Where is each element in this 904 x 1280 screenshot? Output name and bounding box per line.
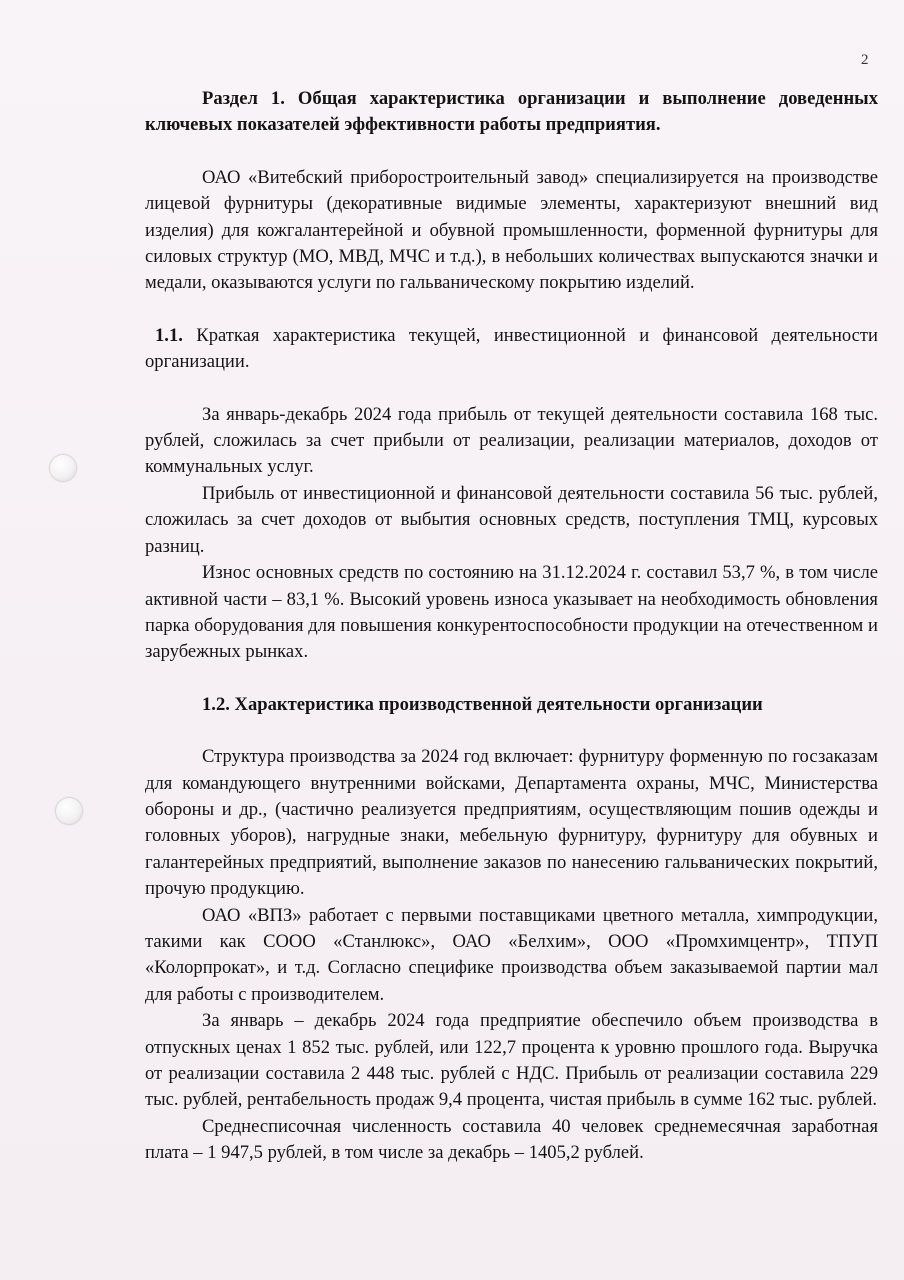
- punch-hole-top: [50, 455, 76, 481]
- paragraph-1-2-suppliers: ОАО «ВПЗ» работает с первыми поставщиками цветного металла, химпродукции, такими как СООО «Станлюкс», ОАО «Белхим», ООО «Промхимцентр», ТПУП «Колорпрокат», и т.д. Согласно специфике производства объем заказываемой партии мал для работы с производителем.: [145, 904, 878, 1005]
- paragraph-1-2-production: За январь – декабрь 2024 года предприятие обеспечило объем производства в отпускных ценах 1 852 тыс. рублей, или 122,7 процента к уровню прошлого года. Выручка от реализации составила 2 448 тыс. рублей с НДС. Прибыль от реализации составила 229 тыс. рублей, рентабельность продаж 9,4 процента, чистая прибыль в сумме 162 тыс. рублей.: [145, 1010, 878, 1111]
- subsection-1-1-heading: [145, 323, 878, 376]
- subsection-1-1-title: Краткая характеристика текущей, инвестиционной и финансовой деятельности организации.: [145, 324, 879, 373]
- subsection-1-2-heading: 1.2. Характеристика производственной деятельности организации: [202, 693, 763, 715]
- paragraph-1-2-structure: Структура производства за 2024 год включает: фурнитуру форменную по госзаказам для командующего внутренними войсками, Департамента охраны, МЧС, Министерства обороны и др., (частично реализуется предприятиям, осуществляющим пошив одежды и головных уборов), нагрудные знаки, мебельную фурнитуру, фурнитуру для обувных и галантерейных предприятий, выполнение заказов по нанесению гальванических покрытий, прочую продукцию.: [145, 746, 878, 900]
- punch-hole-bottom: [56, 798, 82, 824]
- paragraph-1-2-staff: Среднесписочная численность составила 40 человек среднемесячная заработная плата – 1 947,5 рублей, в том числе за декабрь – 1405,2 рублей.: [145, 1115, 878, 1164]
- intro-paragraph: ОАО «Витебский приборостроительный завод» специализируется на производстве лицевой фурнитуры (декоративные видимые элементы, характеризуют внешний вид изделия) для кожгалантерейной и обувной промышленности, форменной фурнитуры для силовых структур (МО, МВД, МЧС и т.д.), в небольших количествах выпускаются значки и медали, оказываются услуги по гальваническому покрытию изделий.: [145, 166, 878, 294]
- paragraph-1-1-profit: За январь-декабрь 2024 года прибыль от текущей деятельности составила 168 тыс. рублей, сложилась за счет прибыли от реализации, реализации материалов, доходов от коммунальных услуг.: [145, 403, 878, 478]
- paragraph-1-1-investment: Прибыль от инвестиционной и финансовой деятельности составила 56 тыс. рублей, сложилась за счет доходов от выбытия основных средств, поступления ТМЦ, курсовых разниц.: [145, 482, 878, 557]
- subsection-1-1-number: 1.1.: [155, 324, 183, 346]
- document-body: [145, 86, 878, 1167]
- paragraph-1-1-depreciation: Износ основных средств по состоянию на 31.12.2024 г. составил 53,7 %, в том числе активной части – 83,1 %. Высокий уровень износа указывает на необходимость обновления парка оборудования для повышения конкурентоспособности продукции на отечественном и зарубежных рынках.: [145, 562, 878, 663]
- page-number: 2: [861, 52, 869, 68]
- section-title: Раздел 1. Общая характеристика организации и выполнение доведенных ключевых показателей эффективности работы предприятия.: [145, 88, 878, 136]
